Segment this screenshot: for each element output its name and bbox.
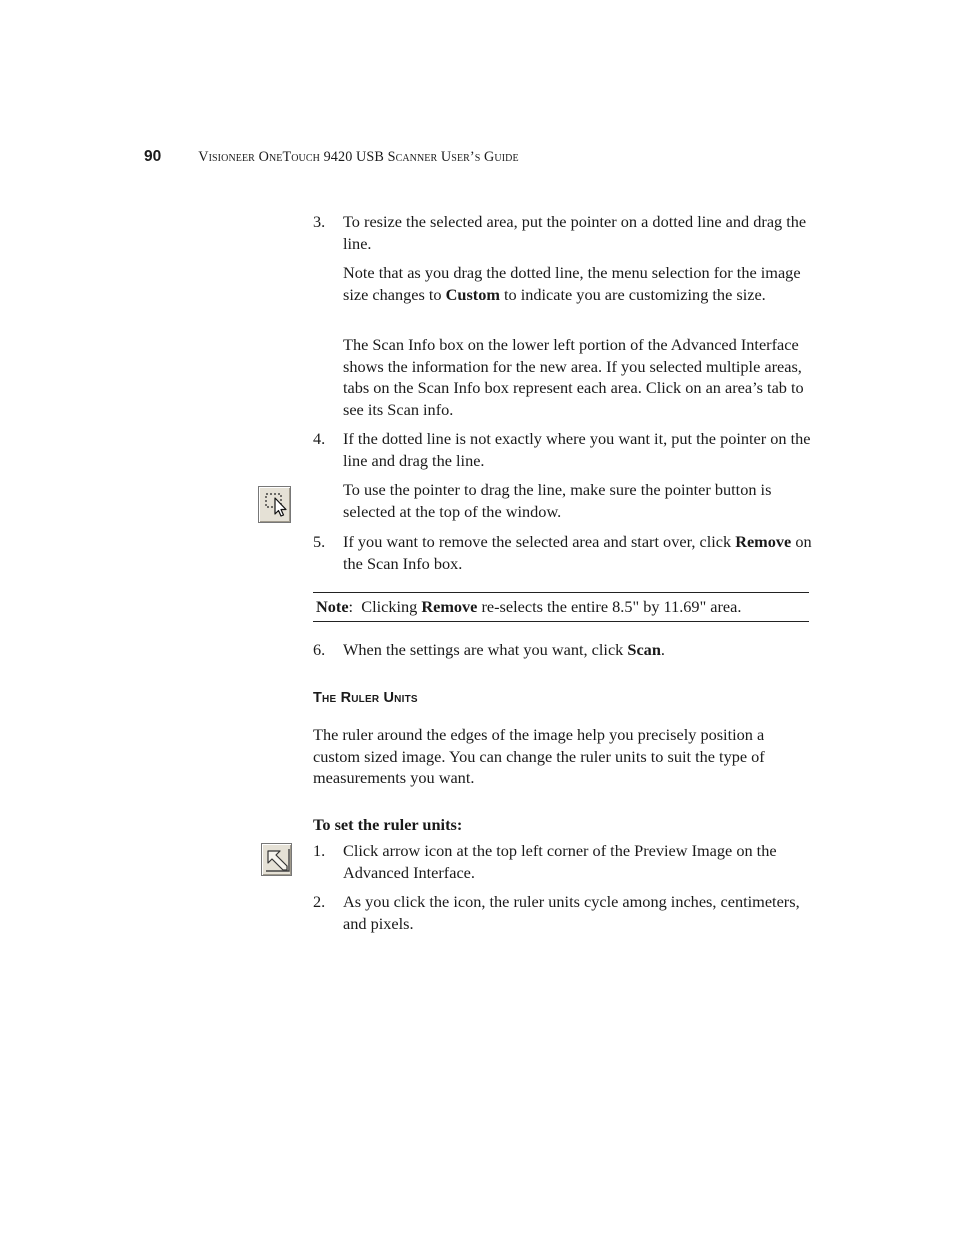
step-number: 2.: [313, 892, 326, 911]
step-3: [313, 211, 813, 254]
ruler-step-1: [313, 840, 813, 883]
ruler-arrow-icon: [261, 843, 292, 876]
step-4: [313, 428, 813, 471]
page-header: [144, 146, 519, 170]
ruler-step-2: [313, 891, 813, 934]
bold-scan: Scan: [627, 640, 661, 659]
step-text: If the dotted line is not exactly where you want it, put the pointer on the line and drag the line.: [343, 429, 811, 470]
bold-remove: Remove: [735, 532, 792, 551]
step-text: As you click the icon, the ruler units cycle among inches, centimeters, and pixels.: [343, 892, 800, 933]
step-number: 1.: [313, 841, 326, 860]
step-number: 4.: [313, 429, 326, 448]
note-label: Note: [316, 597, 349, 616]
procedure-subhead: To set the ruler units:: [313, 815, 463, 834]
page-number: 90: [144, 148, 162, 165]
step-5: [313, 531, 813, 574]
note-text: Note: Clicking Remove re-selects the entire 8.5" by 11.69" area.: [316, 597, 742, 616]
bold-remove: Remove: [421, 597, 478, 616]
paragraph-custom: Note that as you drag the dotted line, the menu selection for the image size changes to Custom to indicate you are customizing the size.: [343, 263, 801, 304]
pointer-selection-icon: [258, 486, 291, 523]
step-number: 6.: [313, 640, 326, 659]
step-text: If you want to remove the selected area and start over, click Remove on the Scan Info box.: [343, 532, 812, 573]
section-heading: The Ruler Units: [313, 690, 418, 706]
step-text: To resize the selected area, put the pointer on a dotted line and drag the line.: [343, 212, 807, 253]
paragraph-pointer: To use the pointer to drag the line, make sure the pointer button is selected at the top of the window.: [343, 480, 772, 521]
step-6: [313, 639, 813, 661]
step-text: When the settings are what you want, click Scan.: [343, 640, 665, 659]
note-box: [313, 592, 809, 622]
step-number: 5.: [313, 532, 326, 551]
section-intro: The ruler around the edges of the image help you precisely position a custom sized image. You can change the ruler units to suit the type of measurements you want.: [313, 725, 765, 787]
paragraph-scan-info: The Scan Info box on the lower left portion of the Advanced Interface shows the information for the new area. If you selected multiple areas, tabs on the Scan Info box represent each area. Click on an area’s tab to see its Scan info.: [343, 335, 804, 419]
step-text: Click arrow icon at the top left corner of the Preview Image on the Advanced Interface.: [343, 841, 777, 882]
bold-custom: Custom: [445, 284, 500, 304]
step-number: 3.: [313, 212, 326, 231]
running-title: Visioneer OneTouch 9420 USB Scanner User’s Guide: [198, 149, 519, 165]
